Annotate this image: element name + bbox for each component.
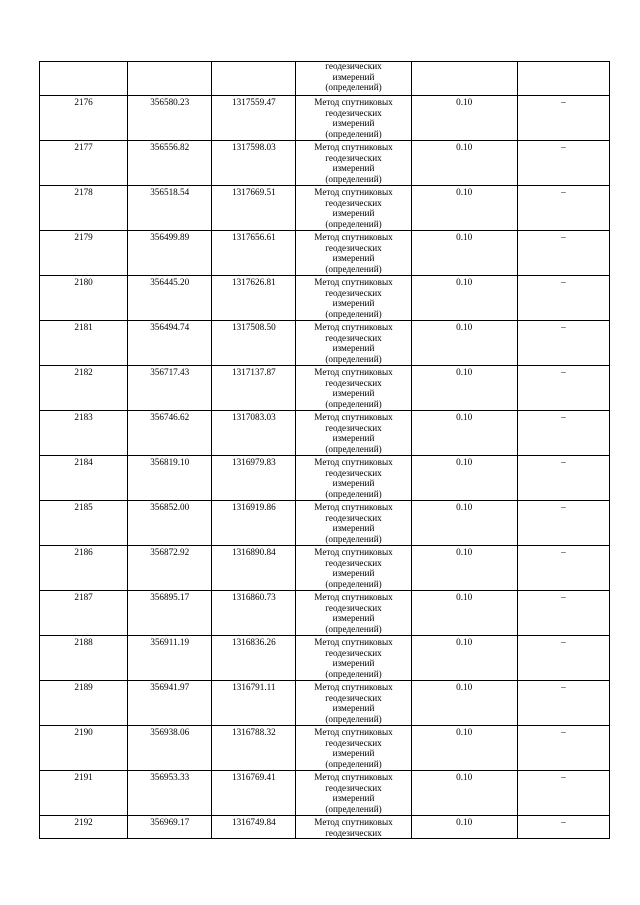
- cell-description: –: [517, 636, 609, 681]
- table-row: [40, 636, 610, 681]
- table-row: [40, 141, 610, 186]
- cell-point-number: 2176: [40, 96, 128, 141]
- cell-x-coordinate: 356518.54: [128, 186, 212, 231]
- cell-method: Метод спутниковых геодезических измерений (определений): [296, 636, 411, 681]
- cell-x-coordinate: 356911.19: [128, 636, 212, 681]
- table-row: [40, 411, 610, 456]
- cell-description: –: [517, 96, 609, 141]
- cell-point-number: [40, 62, 128, 96]
- cell-description: –: [517, 231, 609, 276]
- cell-x-coordinate: 356953.33: [128, 771, 212, 816]
- cell-y-coordinate: 1317083.03: [212, 411, 296, 456]
- cell-method: Метод спутниковых геодезических измерений (определений): [296, 726, 411, 771]
- cell-description: –: [517, 411, 609, 456]
- cell-point-number: 2178: [40, 186, 128, 231]
- cell-method: Метод спутниковых геодезических измерений (определений): [296, 141, 411, 186]
- cell-error: 0.10: [411, 726, 517, 771]
- table-row-continued: [40, 62, 610, 96]
- cell-x-coordinate: 356746.62: [128, 411, 212, 456]
- cell-y-coordinate: 1316860.73: [212, 591, 296, 636]
- cell-point-number: 2188: [40, 636, 128, 681]
- table-row: [40, 96, 610, 141]
- cell-y-coordinate: 1317656.61: [212, 231, 296, 276]
- cell-description: –: [517, 186, 609, 231]
- cell-method: Метод спутниковых геодезических измерений (определений): [296, 186, 411, 231]
- cell-error: 0.10: [411, 321, 517, 366]
- cell-y-coordinate: 1317559.47: [212, 96, 296, 141]
- cell-description: –: [517, 816, 609, 839]
- cell-point-number: 2185: [40, 501, 128, 546]
- cell-error: 0.10: [411, 96, 517, 141]
- table-row: [40, 276, 610, 321]
- cell-method: Метод спутниковых геодезических измерений (определений): [296, 456, 411, 501]
- cell-method: Метод спутниковых геодезических измерений (определений): [296, 681, 411, 726]
- table-row: [40, 546, 610, 591]
- cell-method: Метод спутниковых геодезических измерений (определений): [296, 96, 411, 141]
- cell-point-number: 2186: [40, 546, 128, 591]
- cell-description: –: [517, 771, 609, 816]
- cell-error: 0.10: [411, 366, 517, 411]
- cell-x-coordinate: 356819.10: [128, 456, 212, 501]
- table-row: [40, 501, 610, 546]
- cell-x-coordinate: 356872.92: [128, 546, 212, 591]
- cell-point-number: 2180: [40, 276, 128, 321]
- cell-x-coordinate: 356445.20: [128, 276, 212, 321]
- cell-x-coordinate: 356895.17: [128, 591, 212, 636]
- cell-y-coordinate: 1316890.84: [212, 546, 296, 591]
- cell-method: Метод спутниковых геодезических измерений (определений): [296, 501, 411, 546]
- cell-error: 0.10: [411, 411, 517, 456]
- cell-point-number: 2183: [40, 411, 128, 456]
- cell-x-coordinate: 356852.00: [128, 501, 212, 546]
- cell-point-number: 2187: [40, 591, 128, 636]
- cell-description: –: [517, 141, 609, 186]
- table-row: [40, 231, 610, 276]
- cell-point-number: 2191: [40, 771, 128, 816]
- cell-x-coordinate: 356556.82: [128, 141, 212, 186]
- table-row: [40, 186, 610, 231]
- coordinates-table: [39, 61, 610, 839]
- cell-point-number: 2177: [40, 141, 128, 186]
- cell-description: –: [517, 366, 609, 411]
- cell-method: Метод спутниковых геодезических измерений (определений): [296, 591, 411, 636]
- cell-point-number: 2182: [40, 366, 128, 411]
- cell-y-coordinate: [212, 62, 296, 96]
- cell-point-number: 2192: [40, 816, 128, 839]
- table-row: [40, 456, 610, 501]
- cell-description: –: [517, 321, 609, 366]
- cell-error: 0.10: [411, 276, 517, 321]
- cell-y-coordinate: 1316791.11: [212, 681, 296, 726]
- cell-x-coordinate: 356580.23: [128, 96, 212, 141]
- cell-y-coordinate: 1316749.84: [212, 816, 296, 839]
- cell-y-coordinate: 1316788.32: [212, 726, 296, 771]
- cell-method: Метод спутниковых геодезических измерений (определений): [296, 366, 411, 411]
- cell-y-coordinate: 1316769.41: [212, 771, 296, 816]
- cell-description: –: [517, 546, 609, 591]
- table-row: [40, 771, 610, 816]
- cell-x-coordinate: 356941.97: [128, 681, 212, 726]
- cell-x-coordinate: 356969.17: [128, 816, 212, 839]
- cell-point-number: 2189: [40, 681, 128, 726]
- cell-method: Метод спутниковых геодезических измерений (определений): [296, 276, 411, 321]
- cell-y-coordinate: 1317598.03: [212, 141, 296, 186]
- cell-method: Метод спутниковых геодезических измерений (определений): [296, 231, 411, 276]
- table-row: [40, 366, 610, 411]
- cell-error: [411, 62, 517, 96]
- cell-description: –: [517, 591, 609, 636]
- cell-method: Метод спутниковых геодезических измерений (определений): [296, 321, 411, 366]
- cell-description: –: [517, 726, 609, 771]
- cell-error: 0.10: [411, 501, 517, 546]
- cell-description: –: [517, 681, 609, 726]
- cell-error: 0.10: [411, 816, 517, 839]
- cell-error: 0.10: [411, 636, 517, 681]
- cell-description: –: [517, 276, 609, 321]
- table-row: [40, 321, 610, 366]
- cell-method: Метод спутниковых геодезических измерений (определений): [296, 411, 411, 456]
- cell-x-coordinate: 356499.89: [128, 231, 212, 276]
- cell-error: 0.10: [411, 186, 517, 231]
- table-row: [40, 726, 610, 771]
- cell-x-coordinate: 356494.74: [128, 321, 212, 366]
- cell-y-coordinate: 1316836.26: [212, 636, 296, 681]
- cell-y-coordinate: 1317626.81: [212, 276, 296, 321]
- cell-method: Метод спутниковых геодезических измерений (определений): [296, 546, 411, 591]
- cell-method: Метод спутниковых геодезических измерений (определений): [296, 771, 411, 816]
- cell-x-coordinate: 356717.43: [128, 366, 212, 411]
- cell-error: 0.10: [411, 681, 517, 726]
- cell-y-coordinate: 1316979.83: [212, 456, 296, 501]
- cell-error: 0.10: [411, 546, 517, 591]
- cell-x-coordinate: 356938.06: [128, 726, 212, 771]
- cell-y-coordinate: 1317137.87: [212, 366, 296, 411]
- cell-error: 0.10: [411, 771, 517, 816]
- table-row: [40, 816, 610, 839]
- cell-description: –: [517, 501, 609, 546]
- cell-point-number: 2179: [40, 231, 128, 276]
- cell-error: 0.10: [411, 456, 517, 501]
- cell-y-coordinate: 1316919.86: [212, 501, 296, 546]
- cell-error: 0.10: [411, 591, 517, 636]
- cell-y-coordinate: 1317508.50: [212, 321, 296, 366]
- table-row: [40, 591, 610, 636]
- cell-description: [517, 62, 609, 96]
- table-row: [40, 681, 610, 726]
- cell-method: геодезических измерений (определений): [296, 62, 411, 96]
- table-body: [40, 62, 610, 839]
- cell-error: 0.10: [411, 141, 517, 186]
- cell-point-number: 2190: [40, 726, 128, 771]
- cell-x-coordinate: [128, 62, 212, 96]
- cell-point-number: 2181: [40, 321, 128, 366]
- cell-error: 0.10: [411, 231, 517, 276]
- cell-method: Метод спутниковых геодезических: [296, 816, 411, 839]
- cell-y-coordinate: 1317669.51: [212, 186, 296, 231]
- cell-point-number: 2184: [40, 456, 128, 501]
- cell-description: –: [517, 456, 609, 501]
